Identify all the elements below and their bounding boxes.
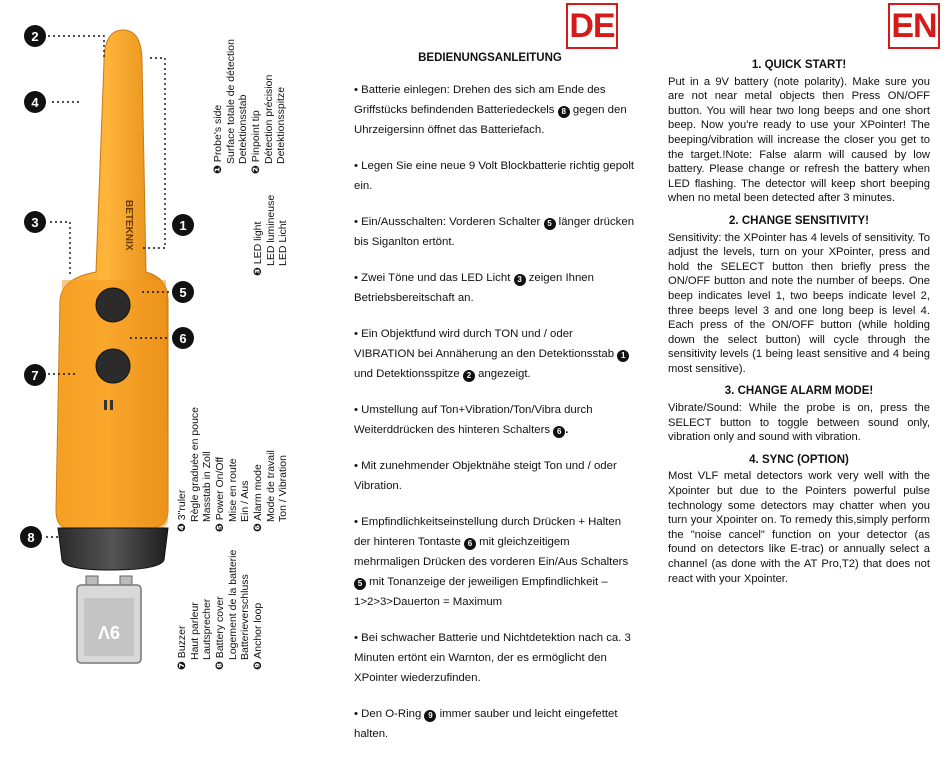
de-paragraph-lowbattery: • Bei schwacher Batterie und Nichtdetektion nach ca. 3 Minuten ertönt ein Warnton, der es ermöglicht den XPointer wiederzufinden. xyxy=(354,632,631,684)
num-icon: 6 xyxy=(553,426,565,438)
device-illustration xyxy=(0,0,340,697)
label-buzzer: ❼ Buzzer Haut parleur Lautsprecher xyxy=(176,598,213,670)
en-heading-sensitivity: 2. CHANGE SENSITIVITY! xyxy=(729,214,869,227)
en-text-alarm: Vibrate/Sound: While the probe is on, press the SELECT button to toggle between sound only, vibration only and sound with vibration. xyxy=(668,402,930,444)
num-icon: 1 xyxy=(617,350,629,362)
label-led: ❸ LED light LED lumineuse LED Licht xyxy=(252,194,289,276)
mode-button-drawing[interactable] xyxy=(96,349,130,383)
de-paragraph-proximity: • Mit zunehmender Objektnähe steigt Ton und / oder Vibration. xyxy=(354,460,617,492)
de-paragraph-mode: • Umstellung auf Ton+Vibration/Ton/Vibra durch Weiterddrücken des hinteren Schalters 6 . xyxy=(354,404,593,436)
callout-7: 7 xyxy=(24,364,46,386)
num-icon: 8 xyxy=(558,106,570,118)
battery-label: 9V xyxy=(97,622,121,642)
num-icon: 5 xyxy=(354,578,366,590)
de-paragraph-oring: • Den O-Ring 9 immer sauber und leicht eingefettet halten. xyxy=(354,708,618,740)
language-badge-en: EN xyxy=(888,3,940,49)
de-instructions xyxy=(354,80,636,760)
num-icon: 2 xyxy=(463,370,475,382)
callout-5: 5 xyxy=(172,281,194,303)
label-probe: ❶ Probe's side Surface totale de détection Detektionsstab xyxy=(212,39,249,174)
language-badge-de: DE xyxy=(566,3,618,49)
num-icon: 9 xyxy=(424,710,436,722)
de-paragraph-ready: • Zwei Töne und das LED Licht 3 zeigen Ihnen Betriebsbereitschaft an. xyxy=(354,272,594,304)
callout-6: 6 xyxy=(172,327,194,349)
num-icon: 3 xyxy=(514,274,526,286)
de-paragraph-power: • Ein/Ausschalten: Vorderen Schalter 5 länger drücken bis Siganlton ertönt. xyxy=(354,216,635,248)
de-paragraph-detect: • Ein Objektfund wird durch TON und / oder VIBRATION bei Annäherung an den Detektionsstab 1 und Detektionsspitze 2 angezeigt. xyxy=(354,324,636,384)
en-text-sensitivity: Sensitivity: the XPointer has 4 levels of sensitivity. To adjust the levels, turn on your XPointer, press and hold the SELECT button then briefly press the ON/OFF button and note the number of beeps. One beep indicates level 1, two beeps indicate level 2, three beeps level 3 and one long beep is level 4. Each press of the ON/OFF button (while holding down the select button) will cycle through the sensitivity levels (1 being least sensitive and 4 being most sensitive). xyxy=(668,231,930,375)
de-paragraph-insert: • Legen Sie eine neue 9 Volt Blockbatterie richtig gepolt ein. xyxy=(354,160,635,192)
label-pinpoint: ❷ Pinpoint tip Détection précision Detektionsspitze xyxy=(250,74,287,174)
en-heading-sync: 4. SYNC (OPTION) xyxy=(749,453,849,466)
num-icon: 6 xyxy=(464,538,476,550)
label-anchor: ❾ Anchor loop xyxy=(252,602,264,670)
de-paragraph-battery: • Batterie einlegen: Drehen des sich am Ende des Griffstücks befindenden Batteriedeckels 8 gegen den Uhrzeigersinn öffnet das Batteriefach. xyxy=(354,84,627,136)
de-title: BEDIENUNGSANLEITUNG xyxy=(418,52,562,64)
en-text-quickstart: Put in a 9V battery (note polarity). Make sure you are not near metal objects then Press ON/OFF button. You will hear two long beeps and one short beep. Now you're ready to use your XPointer! The beeping/vibration will increase the closer you get to the target.!Note: False alarm will caused by low battery. Please change or refresh the battery when LED flashing. The detector will keep short beeping when no metal been detected after 3 minutes. xyxy=(668,75,930,205)
en-text-sync: Most VLF metal detectors work very well with the Xpointer but due to the Pointers powerful pulse technology some detectors may chatter when you turn your Xpointer on. To remedy this,simply perform the "noise cancel" function on your detector (as found on detectors like E-trac) or annually select a channel (as done with the AT Pro,T2) that does not react with your Xpointer. xyxy=(668,470,930,585)
label-ruler: ❹ 3"ruler Règle graduée en pouce Masstab in Zoll xyxy=(176,406,213,532)
callout-3: 3 xyxy=(24,211,46,233)
de-paragraph-sensitivity: • Empfindlichkeitseinstellung durch Drücken + Halten der hinteren Tontaste 6 mit gleichzeitigem mehrmaligen Drücken des vorderen Ein/Aus Schalters 5 mit Tonanzeige der jeweiligen Empfindlichkeit – 1>2>3>Dauerton = Maximum xyxy=(354,516,629,608)
label-power: ❺ Power On/Off Mise en route Ein / Aus xyxy=(214,456,251,532)
pinpointer-drawing xyxy=(0,0,340,697)
callout-2: 2 xyxy=(24,25,46,47)
power-button-drawing[interactable] xyxy=(96,288,130,322)
callout-4: 4 xyxy=(24,91,46,113)
en-heading-alarm: 3. CHANGE ALARM MODE! xyxy=(724,385,874,398)
num-icon: 5 xyxy=(544,218,556,230)
en-instructions xyxy=(668,58,930,594)
callout-1: 1 xyxy=(172,214,194,236)
label-alarm: ❻ Alarm mode Mode de travail Ton / Vibration xyxy=(252,450,289,532)
en-heading-quickstart: 1. QUICK START! xyxy=(751,59,847,71)
callout-8: 8 xyxy=(20,526,42,548)
label-battery: ❽ Battery cover Logement de la batterie Batterieverschluss xyxy=(214,549,251,670)
brand-text: BETEKNIX xyxy=(123,200,134,251)
